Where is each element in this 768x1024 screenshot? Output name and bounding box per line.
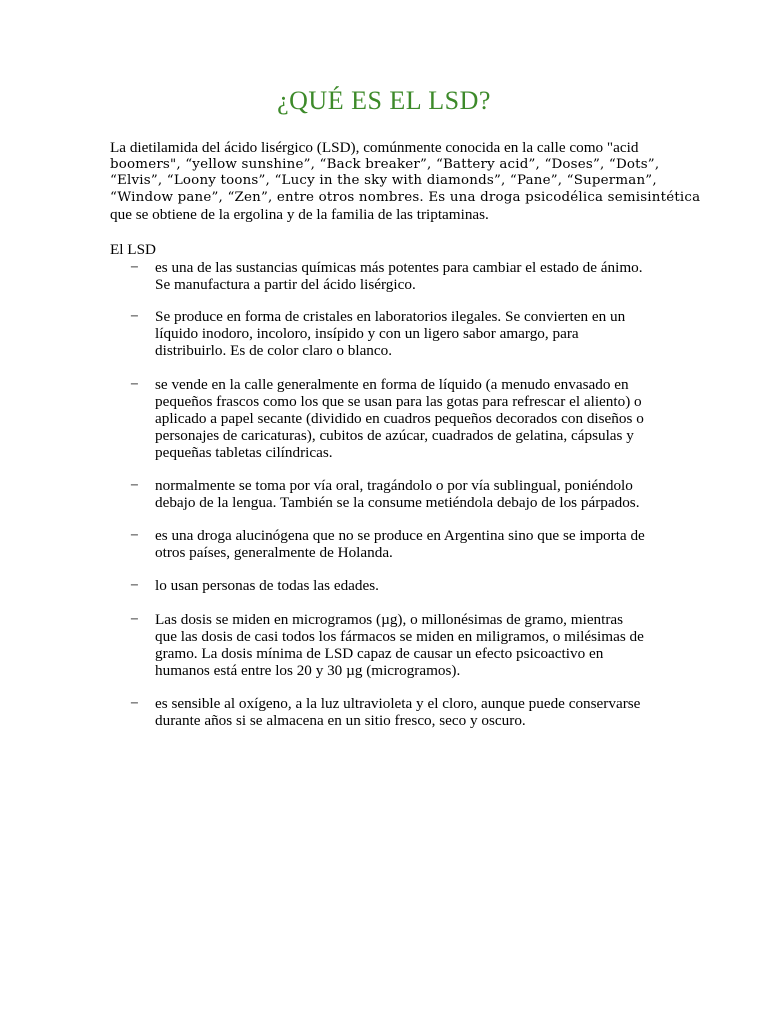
list-item-line: gramo. La dosis mínima de LSD capaz de causar un efecto psicoactivo en bbox=[155, 645, 604, 662]
intro-line: “Elvis”, “Loony toons”, “Lucy in the sky with diamonds”, “Pane”, “Superman”, bbox=[110, 173, 657, 189]
list-item-text bbox=[155, 477, 675, 511]
list-item-line: distribuirlo. Es de color claro o blanco. bbox=[155, 342, 393, 359]
list-item-line: que las dosis de casi todos los fármacos se miden en miligramos, o milésimas de bbox=[155, 628, 644, 645]
list-item-line: pequeñas tabletas cilíndricas. bbox=[155, 444, 333, 461]
list-item-text bbox=[155, 611, 675, 679]
page-title: ¿QUÉ ES EL LSD? bbox=[277, 86, 491, 115]
dash-bullet-icon: − bbox=[130, 376, 139, 393]
list-item-line: Se manufactura a partir del ácido lisérgico. bbox=[155, 276, 416, 293]
dash-bullet-icon: − bbox=[130, 611, 139, 628]
intro-paragraph bbox=[110, 139, 701, 224]
dash-bullet-icon: − bbox=[130, 308, 139, 325]
dash-bullet-icon: − bbox=[130, 577, 139, 594]
list-item-line: es sensible al oxígeno, a la luz ultravioleta y el cloro, aunque puede conservarse bbox=[155, 695, 641, 712]
list-item-text bbox=[155, 695, 675, 729]
dash-bullet-icon: − bbox=[130, 527, 139, 544]
list-item-line: Se produce en forma de cristales en laboratorios ilegales. Se convierten en un bbox=[155, 308, 626, 325]
list-item-line: líquido inodoro, incoloro, insípido y con un ligero sabor amargo, para bbox=[155, 325, 579, 342]
list-item-line: es una de las sustancias químicas más potentes para cambiar el estado de ánimo. bbox=[155, 259, 643, 276]
intro-line: “Window pane”, “Zen”, entre otros nombres. Es una droga psicodélica semisintética bbox=[110, 190, 701, 206]
list-item-line: se vende en la calle generalmente en forma de líquido (a menudo envasado en bbox=[155, 376, 629, 393]
section-subhead: El LSD bbox=[110, 241, 156, 258]
intro-line: que se obtiene de la ergolina y de la familia de las triptaminas. bbox=[110, 205, 489, 223]
list-item-line: humanos está entre los 20 y 30 µg (microgramos). bbox=[155, 662, 461, 679]
dash-bullet-icon: − bbox=[130, 259, 139, 276]
list-item-line: lo usan personas de todas las edades. bbox=[155, 577, 379, 594]
list-item-text bbox=[155, 308, 675, 359]
list-item-line: es una droga alucinógena que no se produce en Argentina sino que se importa de bbox=[155, 527, 645, 544]
intro-line: La dietilamida del ácido lisérgico (LSD), comúnmente conocida en la calle como "acid bbox=[110, 139, 639, 156]
list-item-line: durante años si se almacena en un sitio fresco, seco y oscuro. bbox=[155, 712, 526, 729]
list-item-line: debajo de la lengua. También se la consume metiéndola debajo de los párpados. bbox=[155, 494, 640, 511]
list-item-line: personajes de caricaturas), cubitos de azúcar, cuadrados de gelatina, cápsulas y bbox=[155, 427, 634, 444]
list-item-text bbox=[155, 259, 675, 293]
list-item-line: otros países, generalmente de Holanda. bbox=[155, 544, 393, 561]
list-item-text bbox=[155, 577, 675, 594]
list-item-text bbox=[155, 527, 675, 561]
list-item-text bbox=[155, 376, 675, 461]
intro-line: boomers", “yellow sunshine”, “Back breaker”, “Battery acid”, “Doses”, “Dots”, bbox=[110, 156, 660, 172]
list-item-line: aplicado a papel secante (dividido en cuadros pequeños decorados con diseños o bbox=[155, 410, 644, 427]
list-item-line: normalmente se toma por vía oral, tragándolo o por vía sublingual, poniéndolo bbox=[155, 477, 633, 494]
list-item-line: Las dosis se miden en microgramos (µg), o millonésimas de gramo, mientras bbox=[155, 611, 624, 628]
list-item-line: pequeños frascos como los que se usan para las gotas para refrescar el aliento) o bbox=[155, 393, 642, 410]
dash-bullet-icon: − bbox=[130, 477, 139, 494]
dash-bullet-icon: − bbox=[130, 695, 139, 712]
